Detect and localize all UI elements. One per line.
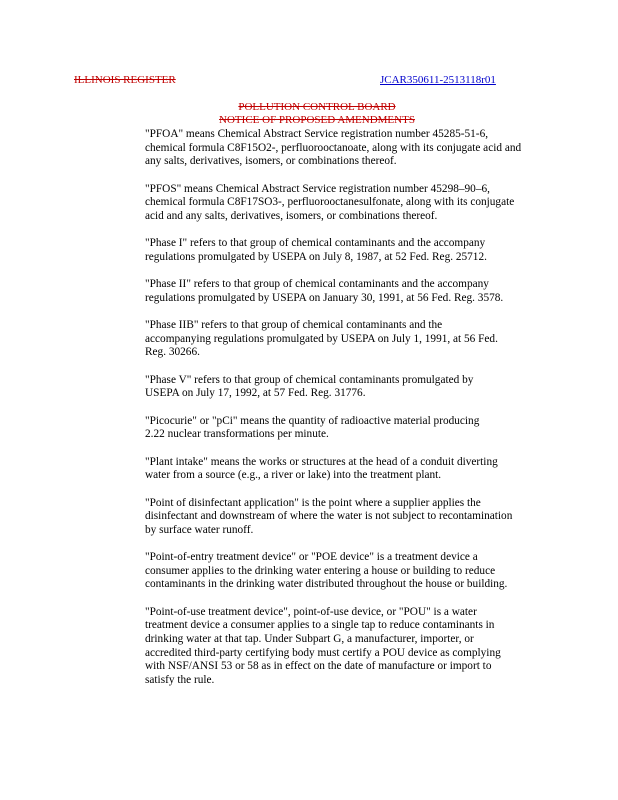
definition-phase-iib — [145, 319, 591, 360]
text-line: "Phase IIB" refers to that group of chemical contaminants and the — [145, 319, 443, 332]
text-line: 2.22 nuclear transformations per minute. — [145, 428, 329, 441]
text-line: with NSF/ANSI 53 or 58 as in effect on the date of manufacture or import to — [145, 660, 492, 673]
text-line: "PFOA" means Chemical Abstract Service registration number 45285-51-6, — [145, 128, 489, 140]
board-title: POLLUTION CONTROL BOARD — [238, 101, 396, 113]
text-line: regulations promulgated by USEPA on January 30, 1991, at 56 Fed. Reg. 3578. — [145, 291, 504, 304]
text-line: "Point-of-entry treatment device" or "POE device" is a treatment device a — [145, 551, 478, 564]
definition-plant-intake — [145, 456, 591, 483]
text-line: "Plant intake" means the works or structures at the head of a conduit diverting — [145, 455, 498, 468]
text-line: treatment device a consumer applies to a single tap to reduce contaminants in — [145, 619, 495, 632]
text-line: accredited third-party certifying body must certify a POU device as complying — [145, 646, 501, 659]
definitions-body — [145, 128, 591, 701]
definition-phase-v — [145, 374, 591, 401]
definition-poe-device — [145, 551, 591, 592]
text-line: any salts, derivatives, isomers, or combinations thereof. — [145, 155, 397, 168]
text-line: satisfy the rule. — [145, 673, 215, 686]
text-line: "Point of disinfectant application" is the point where a supplier applies the — [145, 496, 481, 509]
text-line: contaminants in the drinking water distributed throughout the house or building. — [145, 578, 508, 591]
text-line: chemical formula C8F15O2-, perfluorooctanoate, along with its conjugate acid and — [145, 141, 522, 154]
header-jcar-code: JCAR350611-2513118r01 — [380, 74, 496, 86]
text-line: USEPA on July 17, 1992, at 57 Fed. Reg. 31776. — [145, 387, 366, 400]
text-line: accompanying regulations promulgated by USEPA on July 1, 1991, at 56 Fed. — [145, 332, 498, 345]
definition-phase-ii — [145, 278, 591, 305]
text-line: disinfectant and downstream of where the water is not subject to recontamination — [145, 510, 513, 523]
definition-point-of-disinfectant — [145, 497, 591, 538]
text-line: regulations promulgated by USEPA on July 8, 1987, at 52 Fed. Reg. 25712. — [145, 250, 487, 263]
definition-pou-device — [145, 606, 591, 688]
text-line: acid and any salts, derivatives, isomers, or combinations thereof. — [145, 209, 438, 222]
text-line: Reg. 30266. — [145, 346, 200, 359]
definition-pfos — [145, 183, 591, 224]
text-line: water from a source (e.g., a river or lake) into the treatment plant. — [145, 469, 442, 482]
text-line: by surface water runoff. — [145, 523, 254, 536]
notice-title: NOTICE OF PROPOSED AMENDMENTS — [219, 114, 415, 126]
text-line: "PFOS" means Chemical Abstract Service registration number 45298–90–6, — [145, 182, 490, 195]
text-line: chemical formula C8F17SO3-, perfluorooctanesulfonate, along with its conjugate — [145, 196, 515, 209]
definition-picocurie — [145, 415, 591, 442]
text-line: "Phase II" refers to that group of chemical contaminants and the accompany — [145, 278, 489, 291]
definition-pfoa — [145, 128, 591, 169]
text-line: "Phase I" refers to that group of chemical contaminants and the accompany — [145, 237, 486, 250]
text-line: "Point-of-use treatment device", point-of-use device, or "POU" is a water — [145, 605, 477, 618]
text-line: "Picocurie" or "pCi" means the quantity of radioactive material producing — [145, 414, 480, 427]
text-line: consumer applies to the drinking water entering a house or building to reduce — [145, 564, 496, 577]
text-line: drinking water at that tap. Under Subpart G, a manufacturer, importer, or — [145, 633, 474, 645]
text-line: "Phase V" refers to that group of chemical contaminants promulgated by — [145, 373, 474, 386]
definition-phase-i — [145, 237, 591, 264]
header-register-label: ILLINOIS REGISTER — [74, 74, 176, 86]
